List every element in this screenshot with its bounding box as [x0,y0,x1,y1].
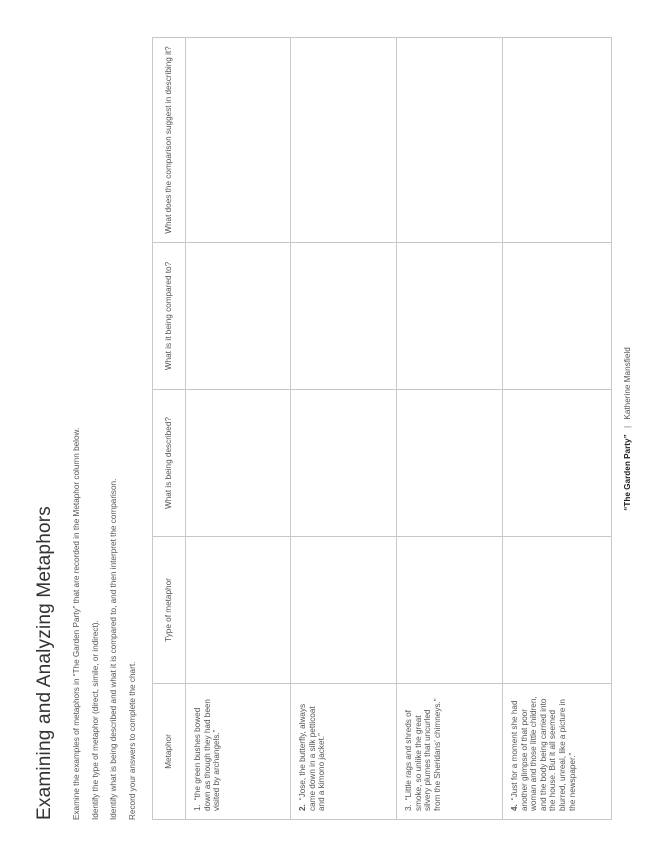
answer-cell-type[interactable] [291,537,397,684]
header-compared: What is it being compared to? [153,243,186,390]
answer-cell-suggests[interactable] [503,38,612,243]
answer-cell-type[interactable] [397,537,503,684]
header-metaphor: Metaphor [153,684,186,820]
instruction-line: Examine the examples of metaphors in “The Garden Party” that are recorded in the Metaphor column below. [72,427,81,820]
page-footer [623,0,632,858]
header-type: Type of metaphor [153,537,186,684]
header-row [153,38,186,820]
metaphor-chart [152,37,612,820]
row-number: 1. [193,804,202,811]
answer-cell-described[interactable] [291,390,397,537]
answer-cell-type[interactable] [186,537,291,684]
table-row [503,38,612,820]
answer-cell-compared[interactable] [397,243,503,390]
row-number: 2. [298,804,307,811]
row-number: 3. [404,804,413,811]
answer-cell-compared[interactable] [291,243,397,390]
instruction-line: Identify the type of metaphor (direct, simile, or indirect). [90,620,100,820]
answer-cell-suggests[interactable] [186,38,291,243]
table-row [291,38,397,820]
answer-cell-suggests[interactable] [291,38,397,243]
answer-cell-described[interactable] [186,390,291,537]
answer-cell-type[interactable] [503,537,612,684]
answer-cell-compared[interactable] [503,243,612,390]
answer-cell-described[interactable] [503,390,612,537]
metaphor-text: “the green bushes bowed down as though they had been visited by archangels.” [193,699,222,811]
header-described: What is being described? [153,390,186,537]
footer-work-title: “The Garden Party” [623,434,632,511]
metaphor-text: “Just for a moment she had another glimpse of that poor woman and those little children, and the body being carried into the house. But it all seemed blurred, unreal, like a picture in the newspaper.” [510,696,577,811]
answer-cell-described[interactable] [397,390,503,537]
instruction-line: Identify what is being described and what it is compared to, and then interpret the comparison. [109,478,118,820]
footer-separator: | [623,425,632,429]
header-suggests: What does the comparison suggest in describing it? [153,38,186,243]
metaphor-cell [291,684,397,820]
table-row [397,38,503,820]
answer-cell-suggests[interactable] [397,38,503,243]
metaphor-cell [397,684,503,820]
metaphor-text: “Jose, the butterfly, always came down in a silk petticoat and a kimono jacket.” [298,703,327,811]
metaphor-text: “Little rags and shreds of smoke, so unlike the great silvery plumes that uncurled from the Sheridans’ chimneys.” [404,698,442,811]
row-number: 4. [510,804,519,811]
instruction-line: Record your answers to complete the chart. [127,661,137,820]
metaphor-cell [186,684,291,820]
instructions [72,60,146,820]
page-title: Examining and Analyzing Metaphors [34,506,55,820]
footer-author: Katherine Mansfield [623,347,632,420]
table-row [186,38,291,820]
answer-cell-compared[interactable] [186,243,291,390]
metaphor-cell [503,684,612,820]
